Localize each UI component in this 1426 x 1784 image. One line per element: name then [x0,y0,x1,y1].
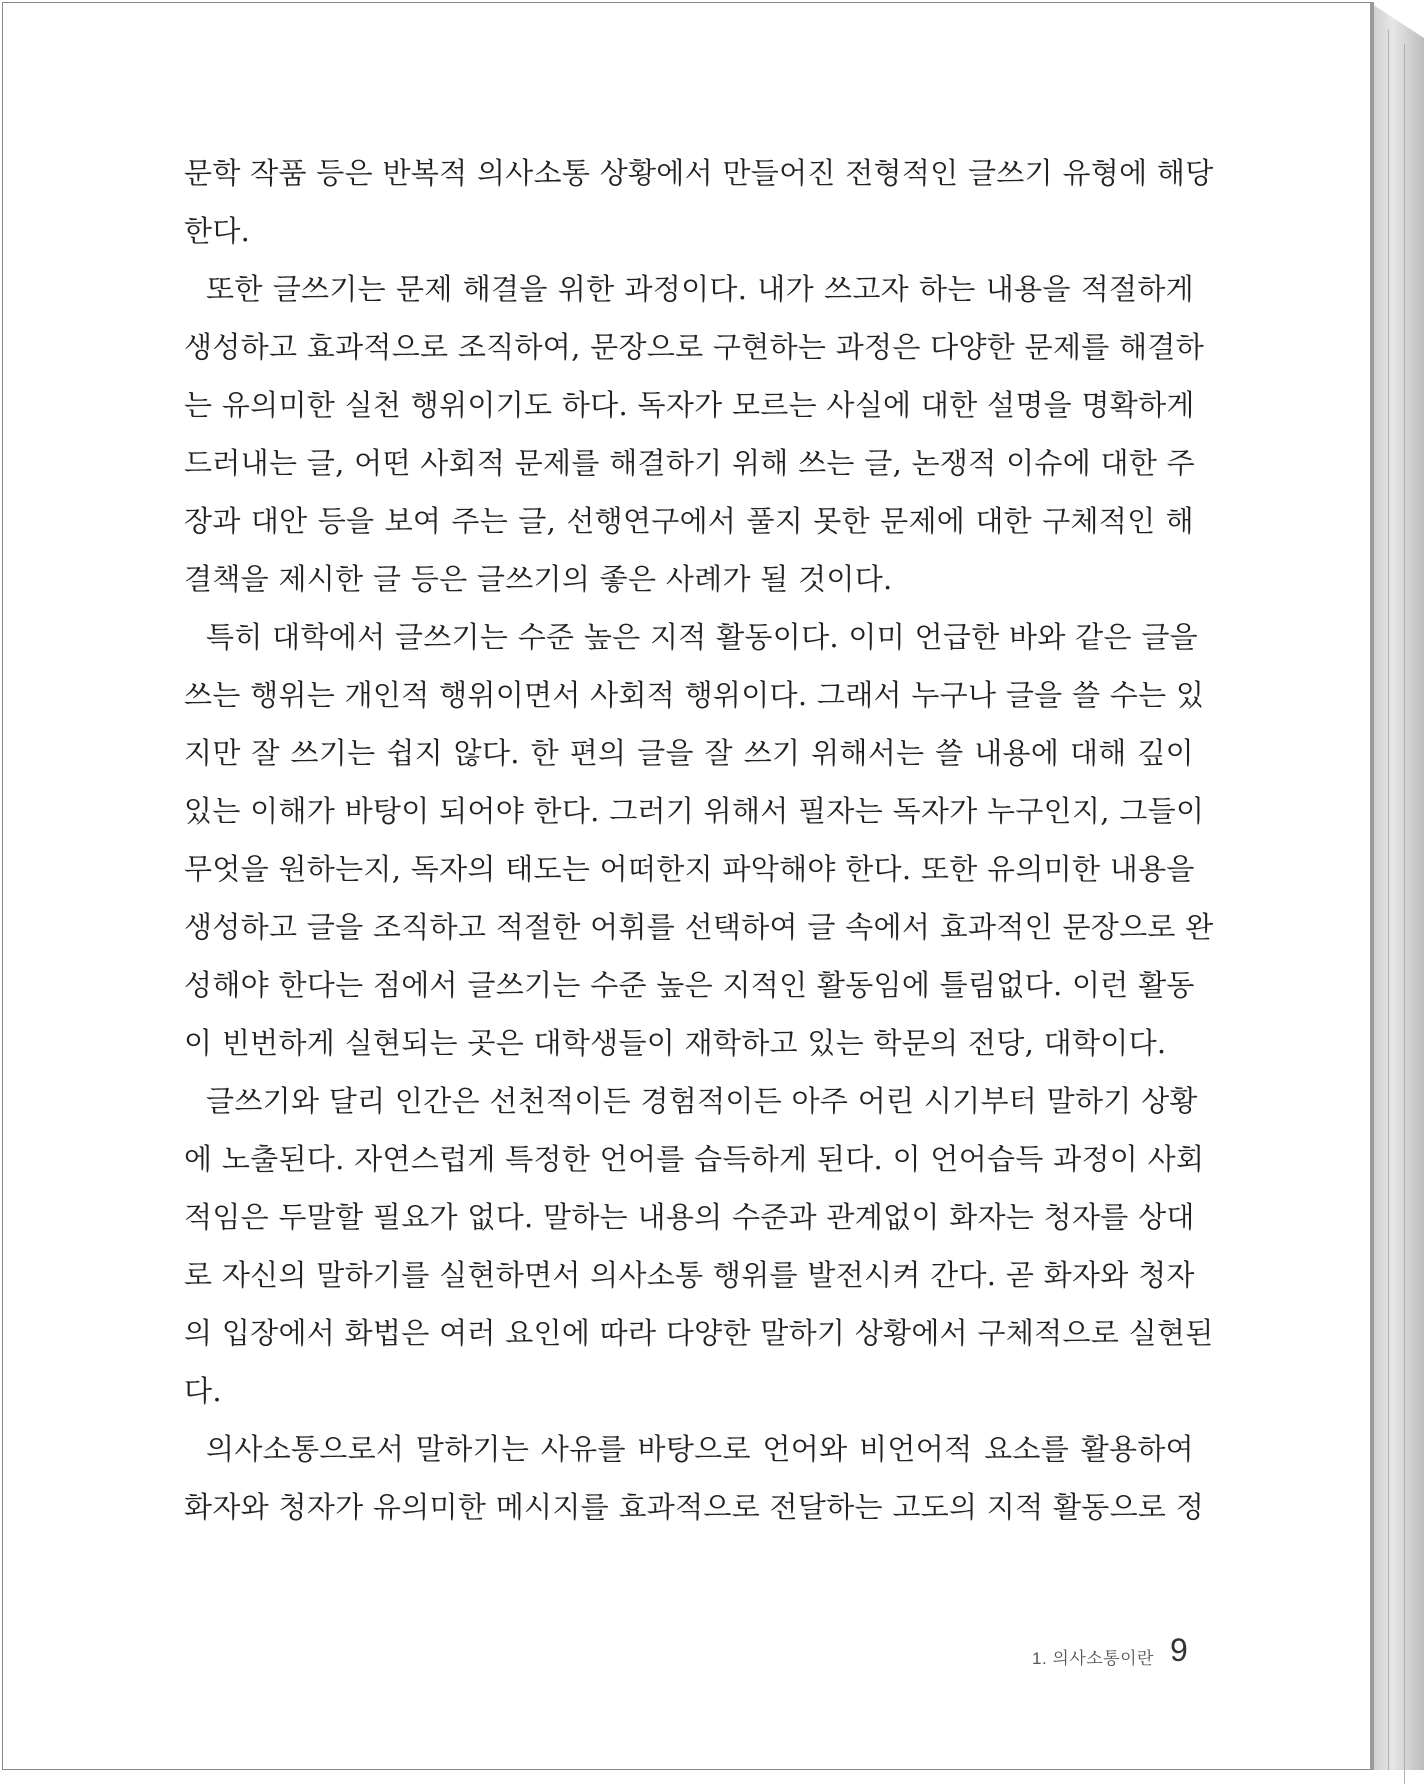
text-line: 생성하고 글을 조직하고 적절한 어휘를 선택하여 글 속에서 효과적인 문장으로 완 [184,910,1214,944]
page-footer [1000,1628,1200,1678]
page-number: 9 [1170,1632,1188,1668]
text-line: 장과 대안 등을 보여 주는 글, 선행연구에서 풀지 못한 문제에 대한 구체적인 해 [184,504,1194,538]
text-line: 로 자신의 말하기를 실현하면서 의사소통 행위를 발전시켜 간다. 곧 화자와 청자 [184,1258,1195,1292]
text-line: 다. [184,1374,222,1408]
text-line: 쓰는 행위는 개인적 행위이면서 사회적 행위이다. 그래서 누구나 글을 쓸 수는 있 [184,678,1205,712]
page-stack-line [1404,44,1405,1784]
text-line: 이 빈번하게 실현되는 곳은 대학생들이 재학하고 있는 학문의 전당, 대학이다. [184,1026,1167,1060]
text-line: 생성하고 효과적으로 조직하여, 문장으로 구현하는 과정은 다양한 문제를 해결하 [184,330,1205,364]
page-stack-line [1388,30,1389,1770]
text-line: 또한 글쓰기는 문제 해결을 위한 과정이다. 내가 쓰고자 하는 내용을 적절하게 [206,272,1194,306]
text-line: 있는 이해가 바탕이 되어야 한다. 그러기 위해서 필자는 독자가 누구인지, 그들이 [184,794,1205,828]
text-line: 결책을 제시한 글 등은 글쓰기의 좋은 사례가 될 것이다. [184,562,893,596]
text-line: 에 노출된다. 자연스럽게 특정한 언어를 습득하게 된다. 이 언어습득 과정이 사회 [184,1142,1205,1176]
text-line: 문학 작품 등은 반복적 의사소통 상황에서 만들어진 전형적인 글쓰기 유형에 해당 [184,156,1214,190]
text-line: 의사소통으로서 말하기는 사유를 바탕으로 언어와 비언어적 요소를 활용하여 [206,1432,1194,1466]
text-line: 성해야 한다는 점에서 글쓰기는 수준 높은 지적인 활동임에 틀림없다. 이런 활동 [184,968,1195,1002]
text-line: 의 입장에서 화법은 여러 요인에 따라 다양한 말하기 상황에서 구체적으로 실현된 [184,1316,1214,1350]
page-stack-edge [1372,4,1424,1770]
text-line: 는 유의미한 실천 행위이기도 하다. 독자가 모르는 사실에 대한 설명을 명확하게 [184,388,1195,422]
chapter-title: 1. 의사소통이란 [1032,1649,1154,1668]
text-line: 한다. [184,214,251,248]
text-line: 적임은 두말할 필요가 없다. 말하는 내용의 수준과 관계없이 화자는 청자를 상대 [184,1200,1195,1234]
text-line: 지만 잘 쓰기는 쉽지 않다. 한 편의 글을 잘 쓰기 위해서는 쓸 내용에 대해 깊이 [184,736,1194,770]
text-line: 화자와 청자가 유의미한 메시지를 효과적으로 전달하는 고도의 지적 활동으로 정 [184,1490,1205,1524]
page-edge-shadow [1370,2,1374,1770]
text-line: 무엇을 원하는지, 독자의 태도는 어떠한지 파악해야 한다. 또한 유의미한 내용을 [184,852,1195,886]
body-text [184,144,1214,1536]
text-line: 특히 대학에서 글쓰기는 수준 높은 지적 활동이다. 이미 언급한 바와 같은 글을 [206,620,1198,654]
text-line: 드러내는 글, 어떤 사회적 문제를 해결하기 위해 쓰는 글, 논쟁적 이슈에 대한 주 [184,446,1195,480]
text-line: 글쓰기와 달리 인간은 선천적이든 경험적이든 아주 어린 시기부터 말하기 상황 [206,1084,1198,1118]
